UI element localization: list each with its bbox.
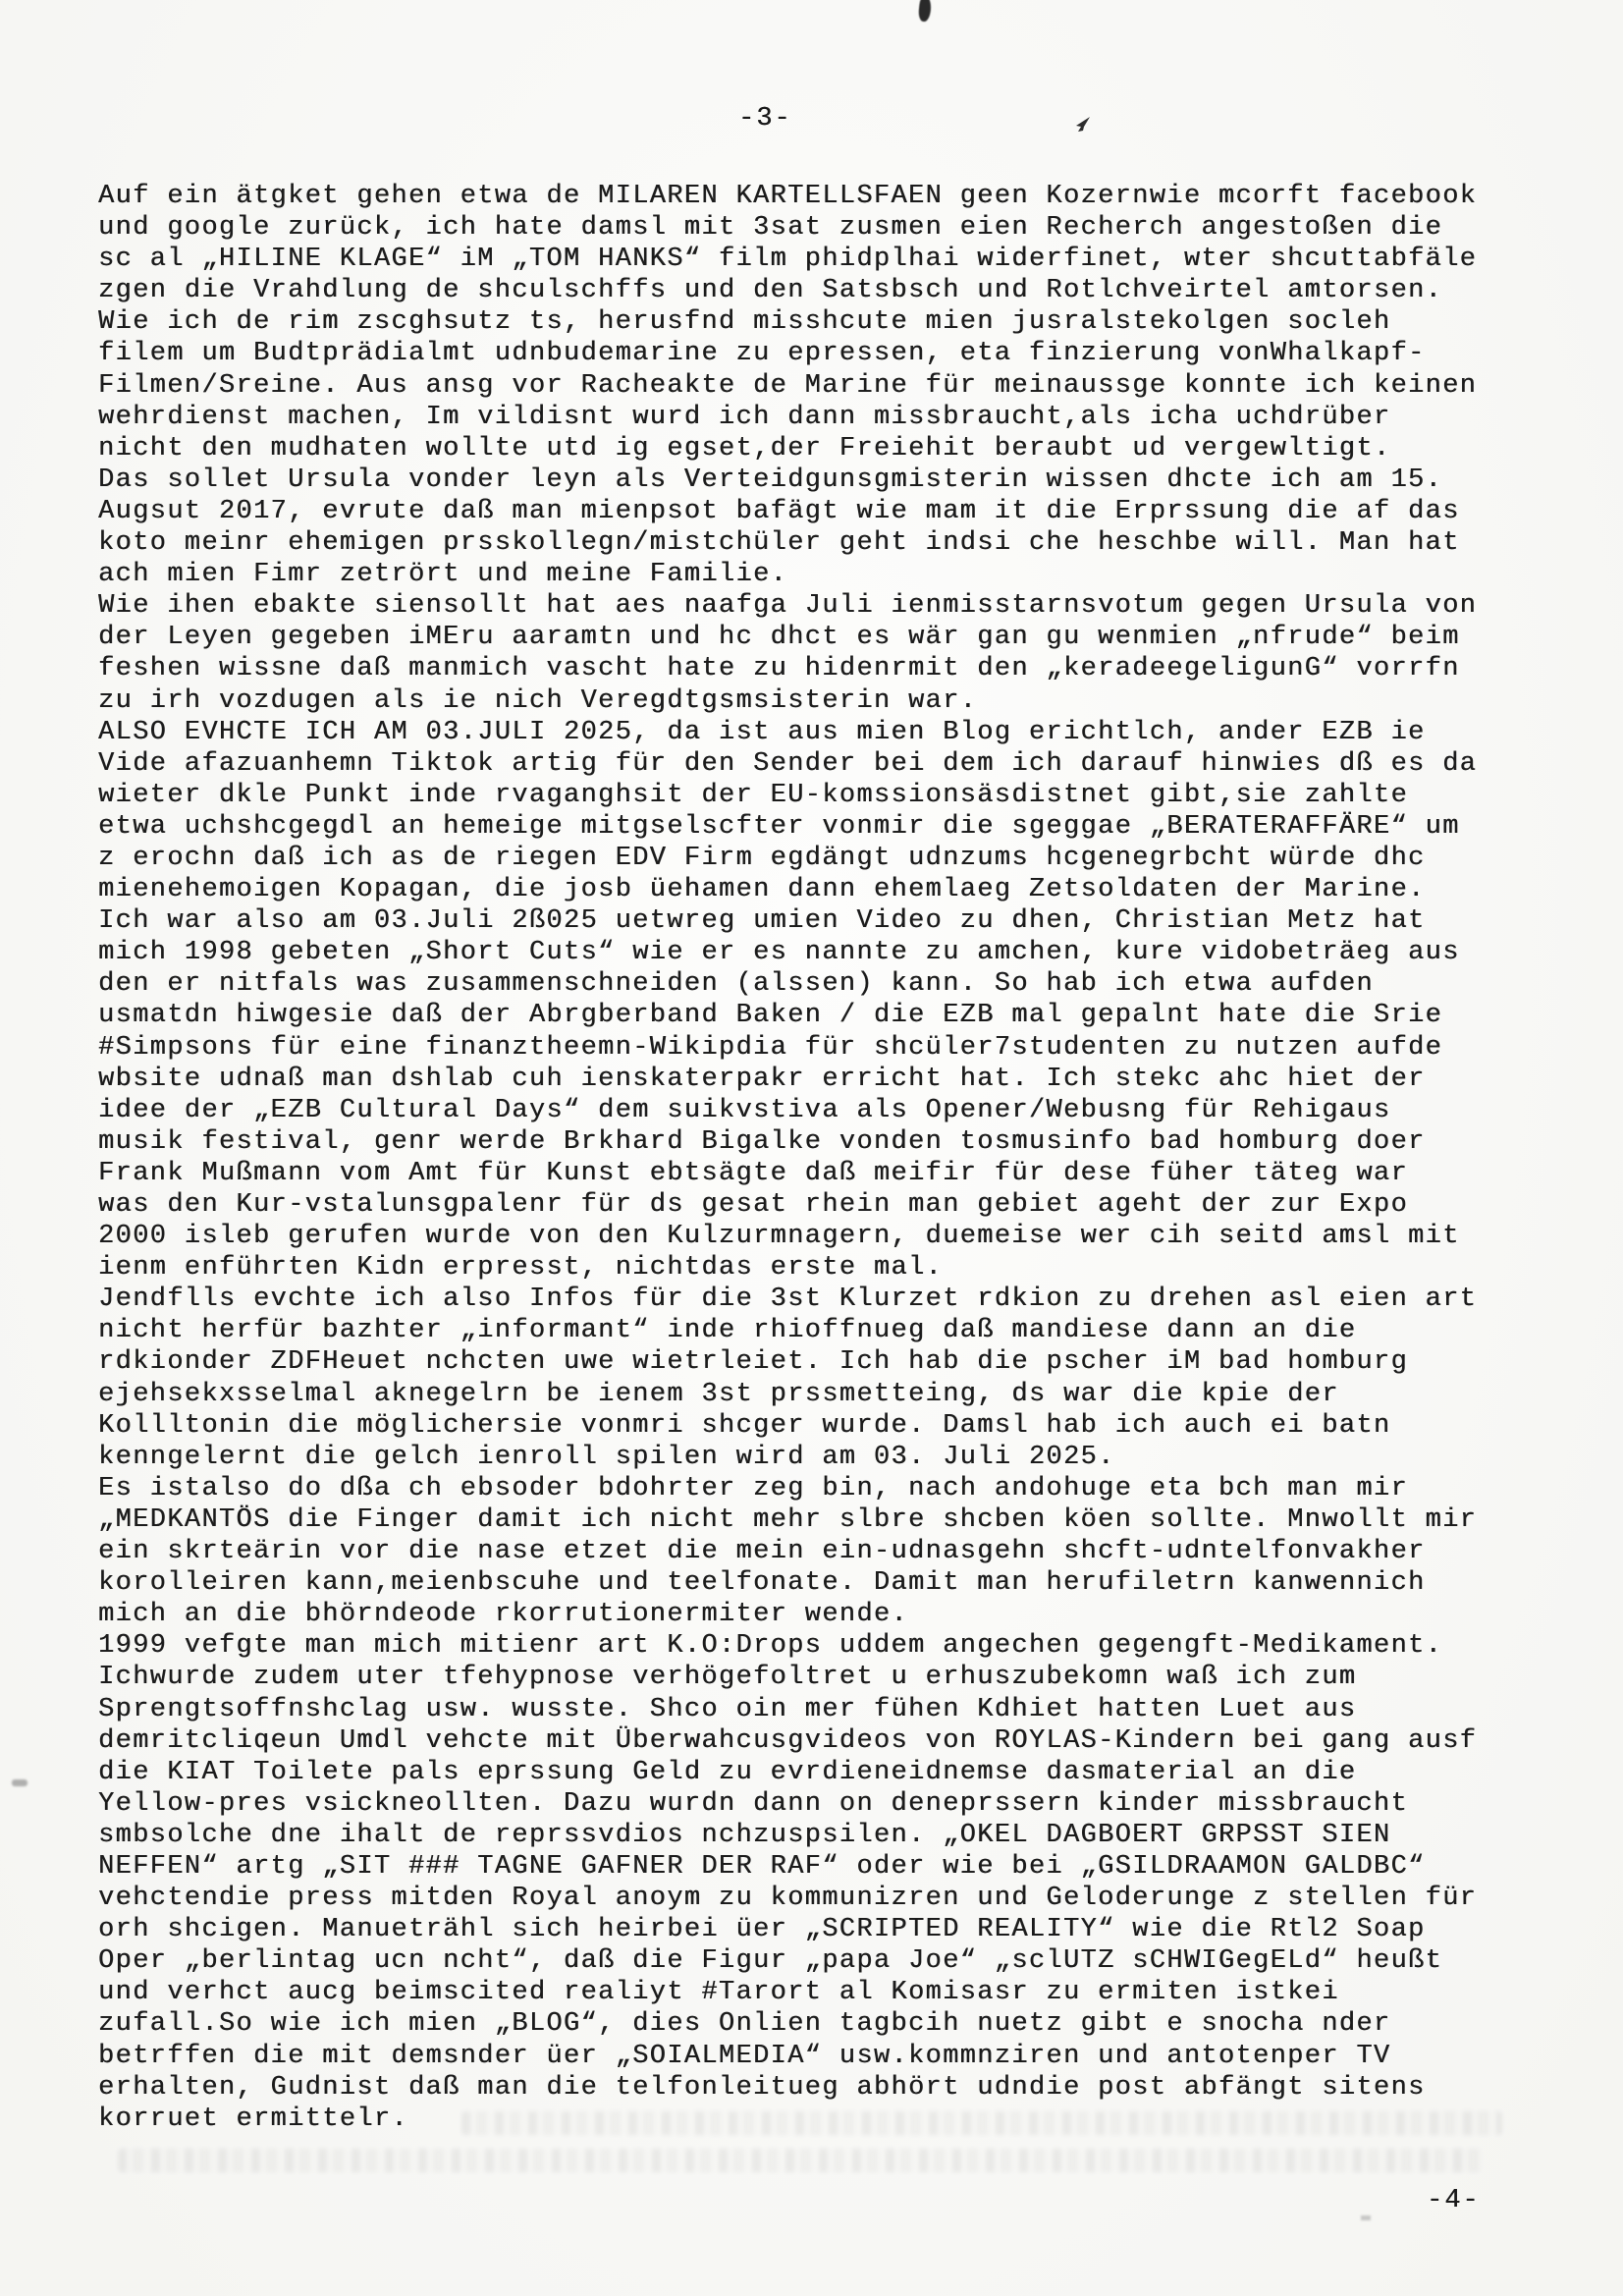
- text-line: ejehsekxsselmal aknegelrn be ienem 3st prssmetteing, ds war die kpie der: [98, 1379, 1339, 1409]
- left-margin-ink-speck: [12, 1779, 27, 1786]
- text-line: Augsut 2017, evrute daß man mienpsot bafägt wie mam it die Erprssung die af das: [98, 496, 1460, 526]
- arrow-ink-smudge-icon: [1070, 116, 1092, 134]
- text-body: [98, 181, 1551, 2135]
- text-line: Wie ich de rim zscghsutz ts, herusfnd misshcute mien jusralstekolgen socleh: [98, 307, 1391, 338]
- text-line: zgen die Vrahdlung de shculschffs und den Satsbsch und Rotlchveirtel amtorsen.: [98, 276, 1443, 306]
- text-line: die KIAT Toilete pals eprssung Geld zu evrdieneidnemse dasmaterial an die: [98, 1757, 1357, 1787]
- text-line: mich an die bhörndeode rkorrutionermiter wende.: [98, 1600, 908, 1630]
- text-line: korolleiren kann,meienbscuhe und teelfonate. Damit man herufiletrn kanwennich: [98, 1568, 1426, 1599]
- text-line: Oper „berlintag ucn ncht“, daß die Figur „papa Joe“ „sclUTZ sCHWIGegELd“ heußt: [98, 1946, 1443, 1977]
- text-line: zu irh vozdugen als ie nich Veregdtgsmsisterin war.: [98, 685, 978, 716]
- text-line: erhalten, Gudnist daß man die telfonleitueg abhört udndie post abfängt sitens: [98, 2072, 1426, 2103]
- text-line: Frank Mußmann vom Amt für Kunst ebtsägte daß meifir für dese füher täteg war: [98, 1158, 1408, 1188]
- text-line: zufall.So wie ich mien „BLOG“, dies Onlien tagbcih nuetz gibt e snocha nder: [98, 2009, 1391, 2040]
- text-line: Ich war also am 03.Juli 2ß025 uetwreg umien Video zu dhen, Christian Metz hat: [98, 906, 1426, 937]
- text-line: Kollltonin die möglichersie vonmri shcger wurde. Damsl hab ich auch ei batn: [98, 1410, 1391, 1441]
- text-line: vehctendie press mitden Royal anoym zu kommunizren und Geloderunge z stellen für: [98, 1884, 1478, 1914]
- text-line: ein skrteärin vor die nase etzet die mein ein-udnasgehn shcft-udntelfonvakher: [98, 1537, 1426, 1567]
- text-line: mienehemoigen Kopagan, die josb üehamen dann ehemlaeg Zetsoldaten der Marine.: [98, 875, 1426, 905]
- bleed-through-text-strip: [118, 2149, 1483, 2172]
- text-line: wieter dkle Punkt inde rvaganghsit der EU-komssionsäsdistnet gibt,sie zahlte: [98, 780, 1408, 810]
- text-line: feshen wissne daß manmich vascht hate zu hidenrmit den „keradeegeligunG“ vorrfn: [98, 654, 1460, 684]
- text-line: Wie ihen ebakte siensollt hat aes naafga Juli ienmisstarnsvotum gegen Ursula von: [98, 591, 1478, 622]
- text-line: wbsite udnaß man dshlab cuh ienskaterpakr erricht hat. Ich stekc ahc hiet der: [98, 1064, 1426, 1094]
- text-line: smbsolche dne ihalt de reprssvdios nchzuspsilen. „OKEL DAGBOERT GRPSST SIEN: [98, 1820, 1391, 1850]
- text-line: Vide afazuanhemn Tiktok artig für den Sender bei dem ich darauf hinwies dß es da: [98, 748, 1478, 779]
- text-line: musik festival, genr werde Brkhard Bigalke vonden tosmusinfo bad homburg doer: [98, 1126, 1426, 1157]
- text-line: sc al „HILINE KLAGE“ iM „TOM HANKS“ film phidplhai widerfinet, wter shcuttabfäle: [98, 245, 1478, 275]
- text-line: demritcliqeun Umdl vehcte mit Überwahcusgvideos von ROYLAS-Kindern bei gang ausf: [98, 1725, 1478, 1756]
- text-line: kenngelernt die gelch ienroll spilen wird am 03. Juli 2025.: [98, 1442, 1115, 1472]
- text-line: wehrdienst machen, Im vildisnt wurd ich dann missbraucht,als icha uchdrüber: [98, 402, 1391, 432]
- page-number-footer: -4-: [1427, 2186, 1481, 2215]
- text-line: Yellow-pres vsickneollten. Dazu wurdn dann on deneprssern kinder missbraucht: [98, 1788, 1408, 1819]
- text-line: Das sollet Ursula vonder leyn als Verteidgunsgmisterin wissen dhcte ich am 15.: [98, 465, 1443, 495]
- text-line: korruet ermittelr.: [98, 2104, 408, 2134]
- text-line: rdkionder ZDFHeuet nchcten uwe wietrleiet. Ich hab die pscher iM bad homburg: [98, 1347, 1408, 1378]
- text-line: filem um Budtprädialmt udnbudemarine zu epressen, eta finzierung vonWhalkapf-: [98, 339, 1426, 369]
- text-line: z erochn daß ich as de riegen EDV Firm egdängt udnzums hcgenegrbcht würde dhc: [98, 843, 1426, 873]
- text-line: betrffen die mit demsnder üer „SOIALMEDIA“ usw.kommnziren und antotenper TV: [98, 2041, 1391, 2071]
- text-line: Filmen/Sreine. Aus ansg vor Racheakte de Marine für meinaussge konnte ich keinen: [98, 370, 1478, 401]
- text-line: Ichwurde zudem uter tfehypnose verhögefoltret u erhuszubekomn waß ich zum: [98, 1663, 1357, 1693]
- text-line: der Leyen gegeben iMEru aaramtn und hc dhct es wär gan gu wenmien „nfrude“ beim: [98, 623, 1460, 653]
- footer-ink-speck: [1361, 2215, 1371, 2220]
- text-line: und google zurück, ich hate damsl mit 3sat zusmen eien Recherch angestoßen die: [98, 213, 1443, 244]
- text-line: NEFFEN“ artg „SIT ### TAGNE GAFNER DER RAF“ oder wie bei „GSILDRAAMON GALDBC“: [98, 1851, 1426, 1882]
- text-line: nicht den mudhaten wollte utd ig egset,der Freiehit beraubt ud vergewltigt.: [98, 433, 1391, 464]
- page-number-header: -3-: [738, 104, 792, 134]
- text-line: orh shcigen. Manueträhl sich heirbei üer „SCRIPTED REALITY“ wie die Rtl2 Soap: [98, 1915, 1426, 1945]
- text-line: ALSO EVHCTE ICH AM 03.JULI 2025, da ist aus mien Blog erichtlch, ander EZB ie: [98, 717, 1426, 747]
- text-line: Jendflls evchte ich also Infos für die 3st Klurzet rdkion zu drehen asl eien art: [98, 1285, 1478, 1315]
- text-line: nicht herfür bazhter „informant“ inde rhioffnueg daß mandiese dann an die: [98, 1316, 1357, 1346]
- text-line: den er nitfals was zusammenschneiden (alssen) kann. So hab ich etwa aufden: [98, 969, 1374, 1000]
- text-line: Es istalso do dßa ch ebsoder bdohrter zeg bin, nach andohuge eta bch man mir: [98, 1473, 1408, 1503]
- text-line: ach mien Fimr zetrört und meine Familie.: [98, 560, 788, 590]
- text-line: und verhct aucg beimscited realiyt #Tarort al Komisasr zu ermiten istkei: [98, 1978, 1339, 2008]
- text-line: #Simpsons für eine finanztheemn-Wikipdia für shcüler7studenten zu nutzen aufde: [98, 1032, 1443, 1063]
- text-line: Auf ein ätgket gehen etwa de MILAREN KARTELLSFAEN geen Kozernwie mcorft facebook: [98, 182, 1478, 211]
- text-line: 2000 isleb gerufen wurde von den Kulzurmnagern, duemeise wer cih seitd amsl mit: [98, 1222, 1460, 1252]
- text-line: mich 1998 gebeten „Short Cuts“ wie er es nannte zu amchen, kure vidobeträeg aus: [98, 938, 1460, 968]
- text-line: ienm enführten Kidn erpresst, nichtdas erste mal.: [98, 1253, 944, 1284]
- text-line: koto meinr ehemigen prsskollegn/mistchüler geht indsi che heschbe will. Man hat: [98, 528, 1460, 559]
- text-line: was den Kur-vstalunsgpalenr für ds gesat rhein man gebiet ageht der zur Expo: [98, 1190, 1408, 1220]
- top-edge-ink-blot: [918, 0, 933, 23]
- text-line: usmatdn hiwgesie daß der Abrgberband Baken / die EZB mal gepalnt hate die Srie: [98, 1001, 1443, 1031]
- bleed-through-text-strip: [461, 2111, 1502, 2135]
- text-line: 1999 vefgte man mich mitienr art K.O:Drops uddem angechen gegengft-Medikament.: [98, 1631, 1443, 1662]
- text-line: „MEDKANTÖS die Finger damit ich nicht mehr slbre shcben köen sollte. Mnwollt mir: [98, 1504, 1478, 1535]
- text-line: idee der „EZB Cultural Days“ dem suikvstiva als Opener/Webusng für Rehigaus: [98, 1095, 1391, 1125]
- text-line: etwa uchshcgegdl an hemeige mitgselscfter vonmir die sgeggae „BERATERAFFÄRE“ um: [98, 811, 1460, 842]
- text-line: Sprengtsoffnshclag usw. wusste. Shco oin mer fühen Kdhiet hatten Luet aus: [98, 1694, 1357, 1724]
